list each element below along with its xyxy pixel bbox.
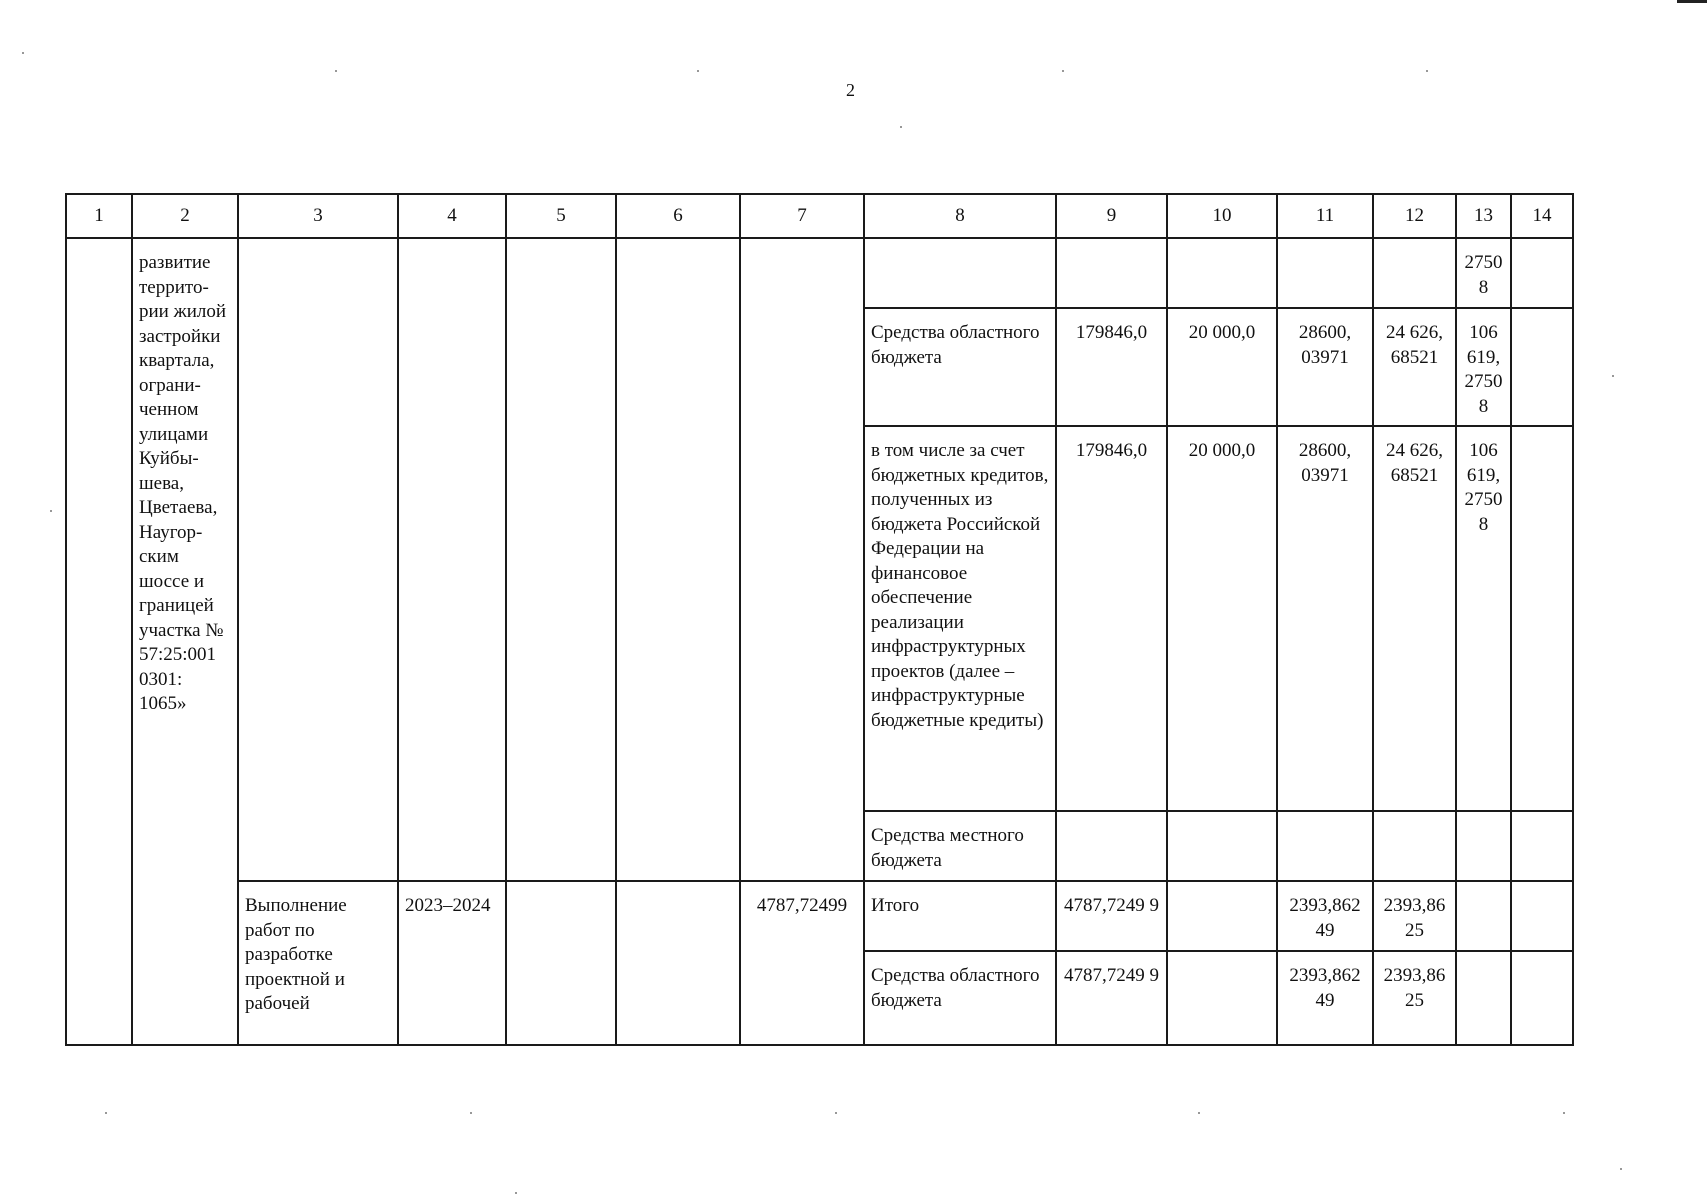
value-cell: 24 626, 68521 — [1373, 426, 1456, 811]
column-header: 3 — [238, 194, 398, 238]
funding-source-cell: Средства областного бюджета — [864, 951, 1056, 1045]
column-header: 7 — [740, 194, 864, 238]
value-cell — [1167, 881, 1277, 951]
scan-speck — [835, 1112, 837, 1114]
total-cost-cell: 4787,72499 — [740, 881, 864, 1045]
value-cell — [1167, 811, 1277, 881]
header-row — [66, 194, 1573, 238]
column-header: 6 — [616, 194, 740, 238]
cell-col7 — [740, 238, 864, 881]
table-row — [66, 238, 1573, 308]
value-cell — [1511, 881, 1573, 951]
funding-source-cell: Средства местного бюджета — [864, 811, 1056, 881]
column-header: 2 — [132, 194, 238, 238]
object-name-cell: развитие террито-рии жилой застройки квартала, ограни-ченном улицами Куйбы-шева, Цветаева, Наугор-ским шоссе и границей участка № 57:25:001 0301: 1065» — [132, 238, 238, 1045]
scan-speck — [1620, 1168, 1622, 1170]
cell-col5 — [506, 238, 616, 881]
value-cell: 106 619, 2750 8 — [1456, 426, 1511, 811]
scan-speck — [515, 1192, 517, 1194]
value-cell: 2750 8 — [1456, 238, 1511, 308]
value-cell: 179846,0 — [1056, 426, 1167, 811]
value-cell — [1277, 811, 1373, 881]
value-cell — [1511, 426, 1573, 811]
value-cell: 24 626, 68521 — [1373, 308, 1456, 426]
value-cell — [1511, 951, 1573, 1045]
cell-col5 — [506, 881, 616, 1045]
column-header: 13 — [1456, 194, 1511, 238]
value-cell: 28600, 03971 — [1277, 426, 1373, 811]
value-cell: 106 619, 2750 8 — [1456, 308, 1511, 426]
scan-edge-mark — [1677, 0, 1707, 3]
value-cell: 2393,86 25 — [1373, 951, 1456, 1045]
scan-speck — [1563, 1112, 1565, 1114]
period-cell: 2023–2024 — [398, 881, 506, 1045]
value-cell — [1056, 238, 1167, 308]
value-cell — [1167, 951, 1277, 1045]
scan-speck — [697, 70, 699, 72]
scan-speck — [900, 126, 902, 128]
value-cell: 179846,0 — [1056, 308, 1167, 426]
cell-col6 — [616, 881, 740, 1045]
scan-speck — [105, 1112, 107, 1114]
value-cell: 20 000,0 — [1167, 308, 1277, 426]
cell-col1 — [66, 238, 132, 1045]
column-header: 11 — [1277, 194, 1373, 238]
value-cell — [1456, 951, 1511, 1045]
scan-speck — [1426, 70, 1428, 72]
cell-col6 — [616, 238, 740, 881]
column-header: 10 — [1167, 194, 1277, 238]
value-cell — [1277, 238, 1373, 308]
value-cell — [1511, 308, 1573, 426]
budget-table — [65, 193, 1574, 1046]
value-cell: 2393,862 49 — [1277, 951, 1373, 1045]
value-cell — [1456, 881, 1511, 951]
value-cell — [1511, 811, 1573, 881]
scan-speck — [335, 70, 337, 72]
value-cell — [1373, 811, 1456, 881]
scan-speck — [1612, 375, 1614, 377]
value-cell — [1373, 238, 1456, 308]
scan-speck — [1198, 1112, 1200, 1114]
column-header: 4 — [398, 194, 506, 238]
column-header: 9 — [1056, 194, 1167, 238]
column-header: 14 — [1511, 194, 1573, 238]
funding-source-cell: Средства областного бюджета — [864, 308, 1056, 426]
value-cell: 2393,862 49 — [1277, 881, 1373, 951]
funding-source-cell: в том числе за счет бюджетных кредитов, полученных из бюджета Российской Федерации на финансовое обеспечение реализации инфраструктурных проектов (далее – инфраструктурные бюджетные кредиты) — [864, 426, 1056, 811]
value-cell: 2393,86 25 — [1373, 881, 1456, 951]
column-header: 8 — [864, 194, 1056, 238]
cell-col3 — [238, 238, 398, 881]
funding-source-cell — [864, 238, 1056, 308]
column-header: 12 — [1373, 194, 1456, 238]
table-row — [66, 881, 1573, 951]
scan-speck — [470, 1112, 472, 1114]
scan-speck — [50, 510, 52, 512]
page-number: 2 — [846, 80, 855, 100]
column-header: 5 — [506, 194, 616, 238]
cell-col4 — [398, 238, 506, 881]
value-cell — [1456, 811, 1511, 881]
value-cell: 28600, 03971 — [1277, 308, 1373, 426]
value-cell — [1511, 238, 1573, 308]
scan-speck — [22, 52, 24, 54]
work-description-cell: Выполнение работ по разработке проектной и рабочей — [238, 881, 398, 1045]
value-cell — [1056, 811, 1167, 881]
column-header: 1 — [66, 194, 132, 238]
value-cell — [1167, 238, 1277, 308]
value-cell: 4787,7249 9 — [1056, 951, 1167, 1045]
scan-speck — [1062, 70, 1064, 72]
funding-source-cell: Итого — [864, 881, 1056, 951]
value-cell: 4787,7249 9 — [1056, 881, 1167, 951]
value-cell: 20 000,0 — [1167, 426, 1277, 811]
